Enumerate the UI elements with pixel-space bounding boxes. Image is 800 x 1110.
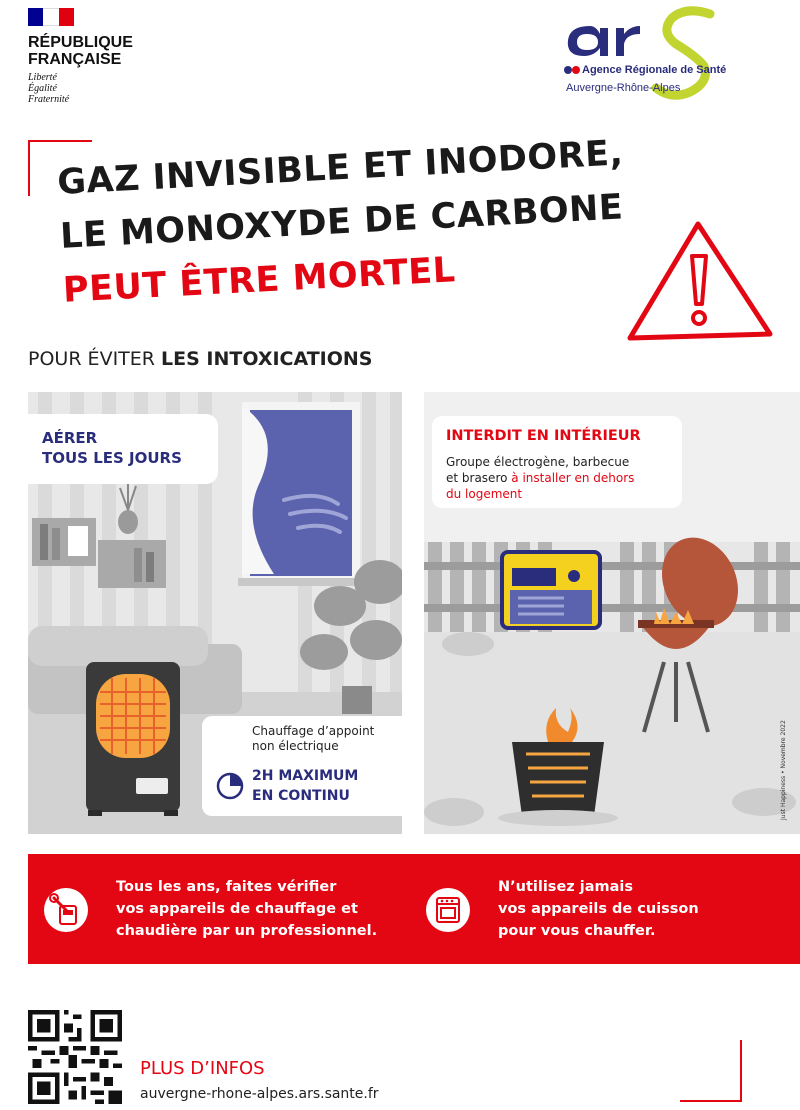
interdit-bubble <box>432 416 682 508</box>
banner-text-cooking: N’utilisez jamais vos appareils de cuisson pour vous chauffer. <box>498 879 699 939</box>
advice-banner <box>28 854 800 964</box>
ars-agency-name: Agence Régionale de Santé <box>582 64 727 76</box>
illustration-credit: Just Happiness • Novembre 2022 <box>780 720 787 820</box>
aerer-panel <box>28 392 402 834</box>
republique-motto: Liberté Égalité Fraternité <box>28 72 70 105</box>
subtitle: POUR ÉVITER LES INTOXICATIONS <box>28 348 373 370</box>
title-line-2: LE MONOXYDE DE CARBONE <box>59 187 625 257</box>
more-info-label: PLUS D’INFOS <box>140 1058 265 1079</box>
aerer-text: AÉRER TOUS LES JOURS <box>42 429 182 467</box>
chauffage-bubble <box>202 716 402 816</box>
footer-corner-bracket <box>680 1040 742 1102</box>
oven-icon <box>426 888 470 932</box>
chauffage-text: Chauffage d’appoint non électrique <box>252 724 375 753</box>
maximum-text: 2H MAXIMUM EN CONTINU <box>252 768 359 804</box>
qr-code[interactable] <box>28 1010 122 1104</box>
aerer-bubble <box>28 414 218 484</box>
clock-icon <box>216 772 244 800</box>
ars-logo <box>560 4 740 108</box>
interdit-title: INTERDIT EN INTÉRIEUR <box>446 428 641 444</box>
banner-text-maintenance: Tous les ans, faites vérifier vos appareils de chauffage et chaudière par un professionnel. <box>116 879 378 939</box>
french-flag-icon <box>28 8 74 26</box>
title-line-1: GAZ INVISIBLE ET INODORE, <box>56 133 625 203</box>
more-info-url[interactable]: auvergne-rhone-alpes.ars.sante.fr <box>140 1086 379 1102</box>
republique-title: RÉPUBLIQUE FRANÇAISE <box>28 34 133 68</box>
wrench-boiler-icon <box>44 888 88 932</box>
republique-francaise-logo <box>28 8 178 105</box>
warning-triangle-icon <box>624 218 776 344</box>
interdit-description: Groupe électrogène, barbecue et brasero à installer en dehors du logement <box>446 455 635 501</box>
interdit-panel <box>424 392 800 834</box>
ars-region-name: Auvergne-Rhône-Alpes <box>566 82 681 94</box>
title-line-3: PEUT ÊTRE MORTEL <box>62 250 457 311</box>
